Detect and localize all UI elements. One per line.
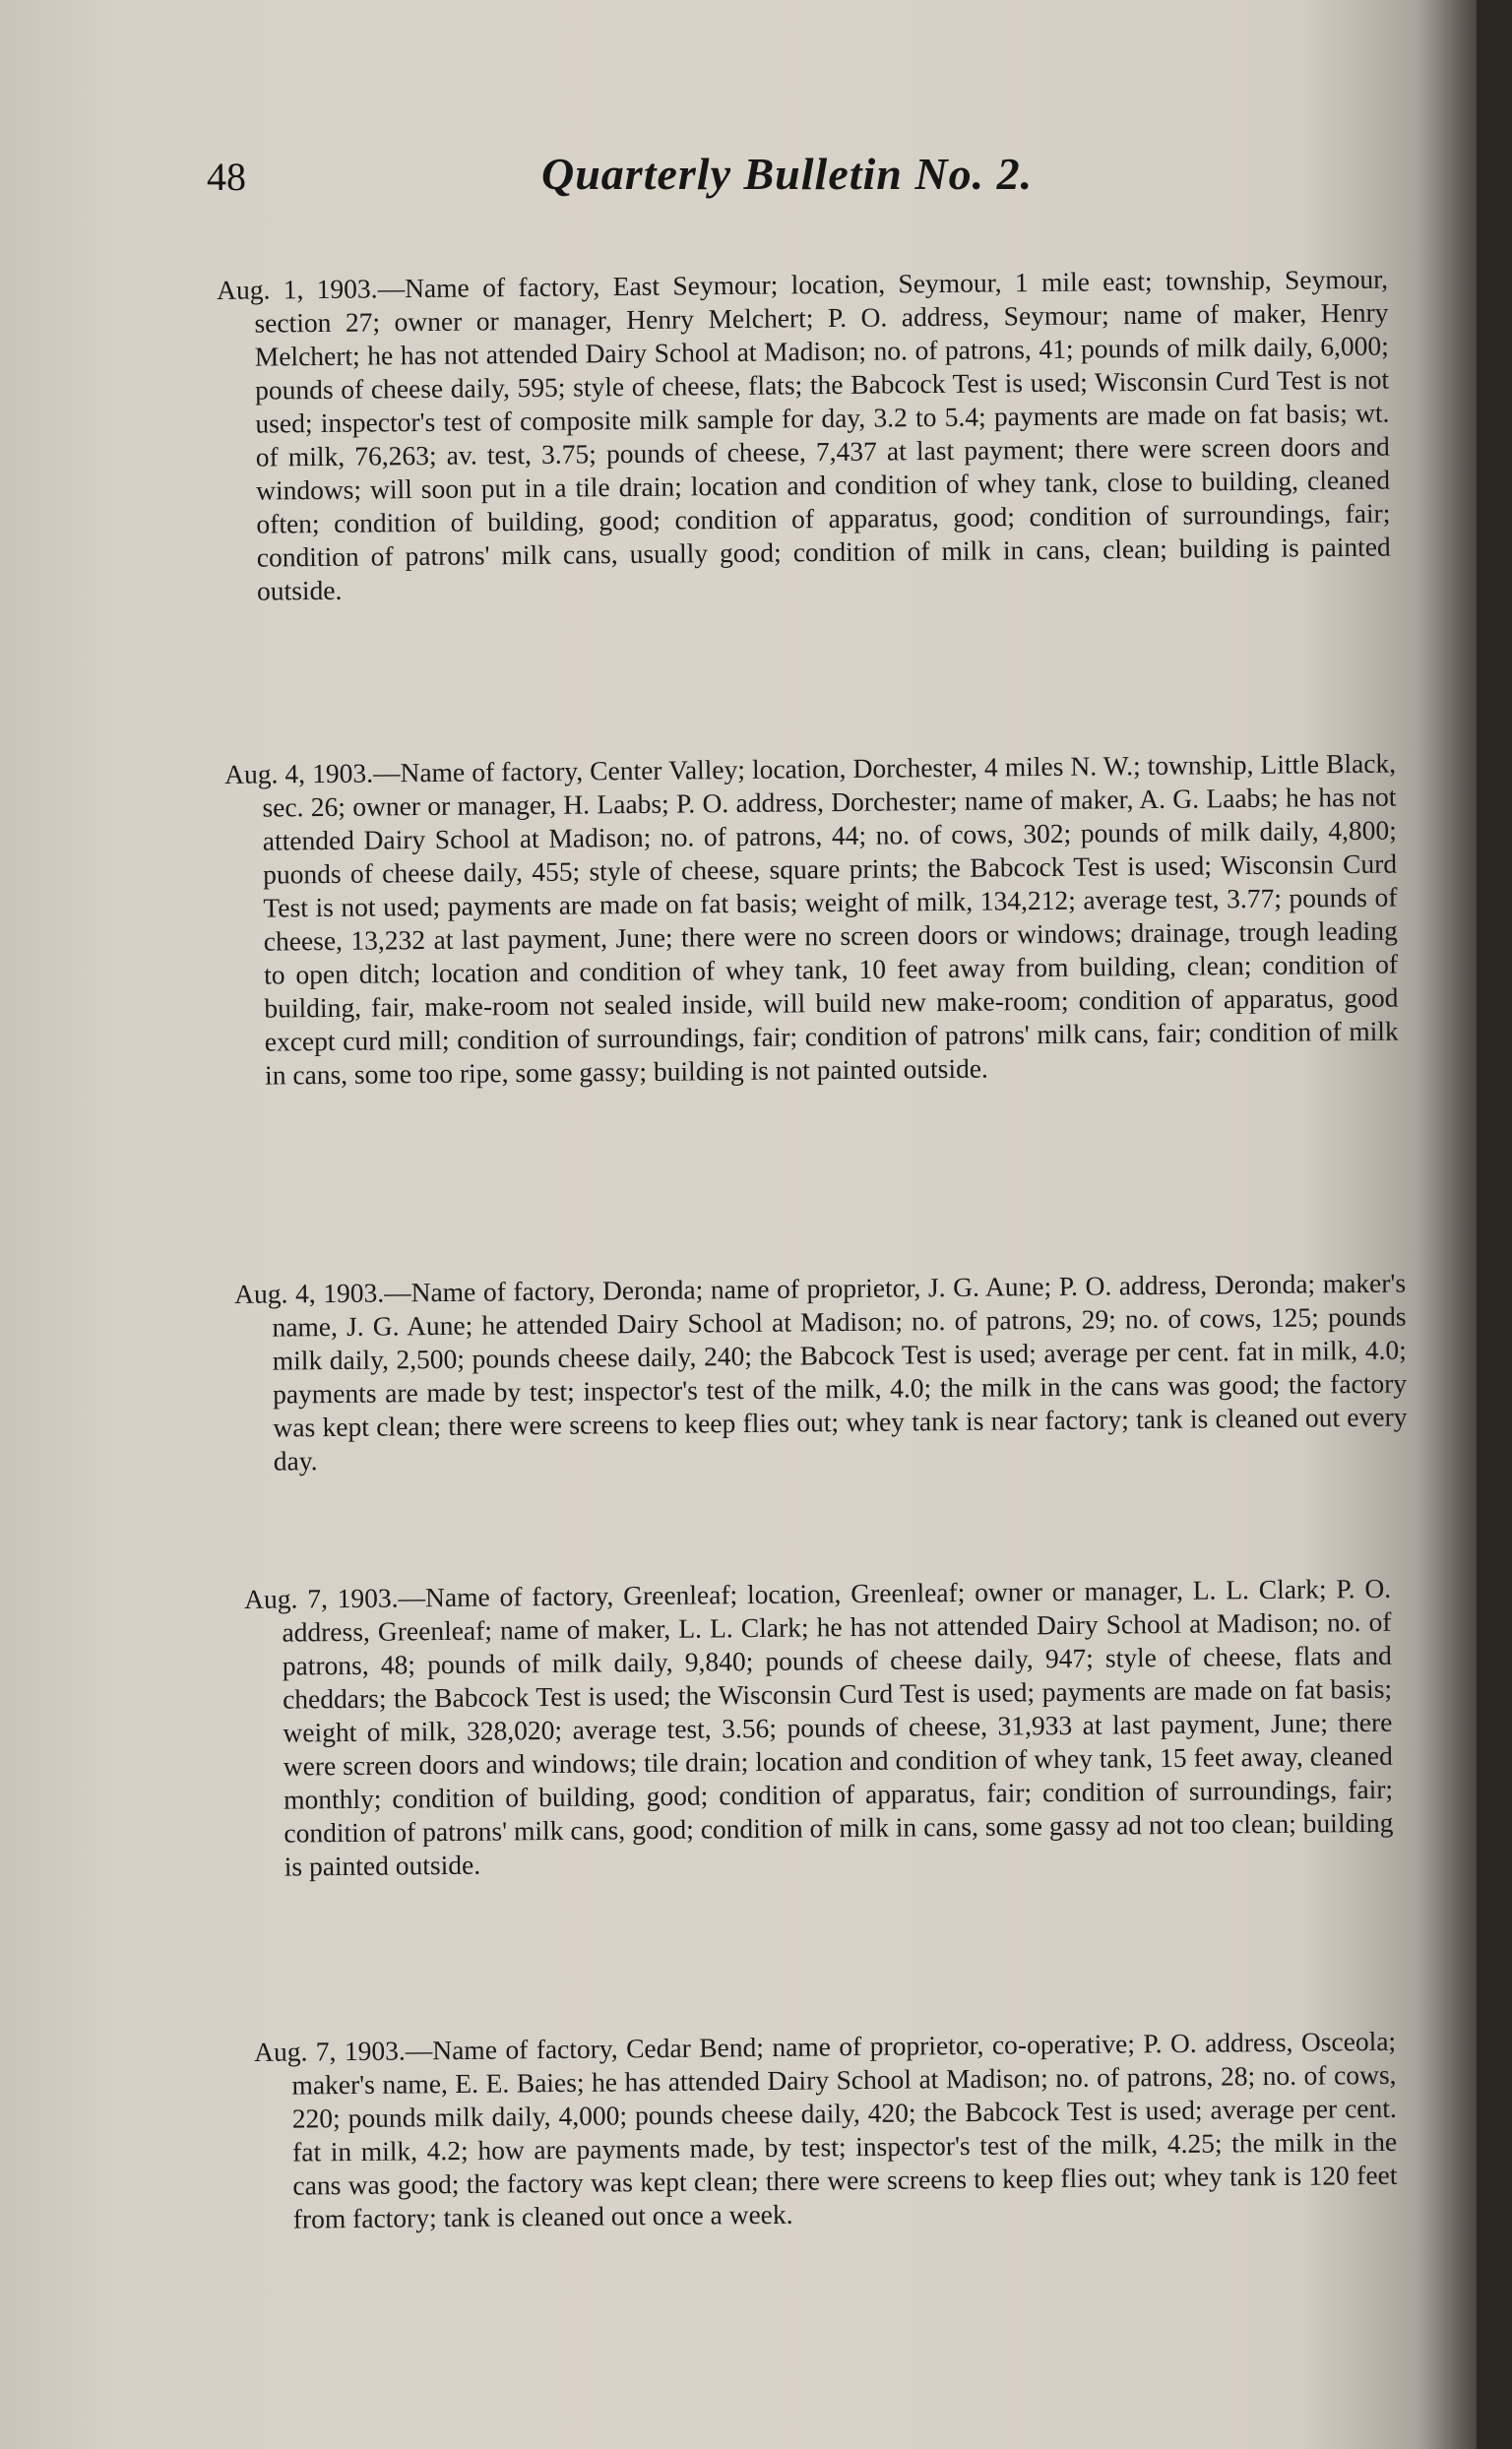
entry-date: Aug. 7, 1903. <box>244 1581 399 1614</box>
page-header <box>207 148 1290 217</box>
entry-date: Aug. 4, 1903. <box>234 1277 385 1309</box>
inspection-entry <box>217 262 1391 607</box>
entry-date: Aug. 1, 1903. <box>217 272 378 305</box>
running-title: Quarterly Bulletin No. 2. <box>541 149 1034 199</box>
entry-text: —Name of factory, Center Valley; location, Dorchester, 4 miles N. W.; township, Little Black, sec. 26; owner or manager, H. Laabs; P. O. address, Dorchester; name of maker, A. G. Laabs; he has not attended Dairy School at Madison; no. of patrons, 44; no. of cows, 302; pounds of milk daily, 4,800; puonds of cheese daily, 455; style of cheese, square prints; the Babcock Test is used; Wisconsin Curd Test is not used; payments are made on fat basis; weight of milk, 134,212; average test, 3.77; pounds of cheese, 13,232 at last payment, June; there were no screen doors or windows; drainage, trough leading to open ditch; location and condition of whey tank, 10 feet away from building, clean; condition of building, fair, make-room not sealed inside, will build new make-room; condition of apparatus, good except curd mill; condition of surroundings, fair; condition of patrons' milk cans, fair; condition of milk in cans, some too ripe, some gassy; building is not painted outside. <box>262 747 1399 1091</box>
entry-text: —Name of factory, Deronda; name of proprietor, J. G. Aune; P. O. address, Deronda; maker's name, J. G. Aune; he attended Dairy School at Madison; no. of patrons, 29; no. of cows, 125; pounds milk daily, 2,500; pounds cheese daily, 240; the Babcock Test is used; average per cent. fat in milk, 4.0; payments are made by test; inspector's test of the milk, 4.0; the milk in the cans was good; the factory was kept clean; there were screens to keep flies out; whey tank is near factory; tank is cleaned out every day. <box>272 1267 1408 1476</box>
inspection-entry <box>234 1266 1408 1477</box>
entry-text: —Name of factory, Cedar Bend; name of proprietor, co-operative; P. O. address, Osceola; maker's name, E. E. Baies; he has attended Dairy School at Madison; no. of patrons, 28; no. of cows, 220; pounds milk daily, 4,000; pounds cheese daily, 420; the Babcock Test is used; average per cent. fat in milk, 4.2; how are payments made, by test; inspector's test of the milk, 4.25; the milk in the cans was good; the factory was kept clean; there were screens to keep flies out; whey tank is 120 feet from factory; tank is cleaned out once a week. <box>291 2025 1398 2234</box>
entry-text: —Name of factory, East Seymour; location, Seymour, 1 mile east; township, Seymour, section 27; owner or manager, Henry Melchert; P. O. address, Seymour; name of maker, Henry Melchert; he has not attended Dairy School at Madison; no. of patrons, 41; pounds of milk daily, 6,000; pounds of cheese daily, 595; style of cheese, flats; the Babcock Test is used; Wisconsin Curd Test is not used; inspector's test of composite milk sample for day, 3.2 to 5.4; payments are made on fat basis; wt. of milk, 76,263; av. test, 3.75; pounds of cheese, 7,437 at last payment; there were screen doors and windows; will soon put in a tile drain; location and condition of whey tank, close to building, cleaned often; condition of building, good; condition of apparatus, good; condition of surroundings, fair; condition of patrons' milk cans, usually good; condition of milk in cans, clean; building is painted outside. <box>254 263 1391 606</box>
entry-text: —Name of factory, Greenleaf; location, Greenleaf; owner or manager, L. L. Clark; P. O. address, Greenleaf; name of maker, L. L. Clark; he has not attended Dairy School at Madison; no. of patrons, 48; pounds of milk daily, 9,840; pounds of cheese daily, 947; style of cheese, flats and cheddars; the Babcock Test is used; the Wisconsin Curd Test is used; payments are made on fat basis; weight of milk, 328,020; average test, 3.56; pounds of cheese, 31,933 at last payment, June; there were screen doors and windows; tile drain; location and condition of whey tank, 15 feet away, cleaned monthly; condition of building, good; condition of apparatus, fair; condition of surroundings, fair; condition of patrons' milk cans, good; condition of milk in cans, some gassy ad not too clean; building is painted outside. <box>282 1572 1394 1882</box>
inspection-entry <box>224 746 1399 1092</box>
entry-date: Aug. 7, 1903. <box>254 2035 406 2067</box>
inspection-entry <box>244 1571 1394 1883</box>
page-number: 48 <box>207 155 246 199</box>
inspection-entry <box>254 2024 1398 2235</box>
entry-date: Aug. 4, 1903. <box>224 757 374 789</box>
